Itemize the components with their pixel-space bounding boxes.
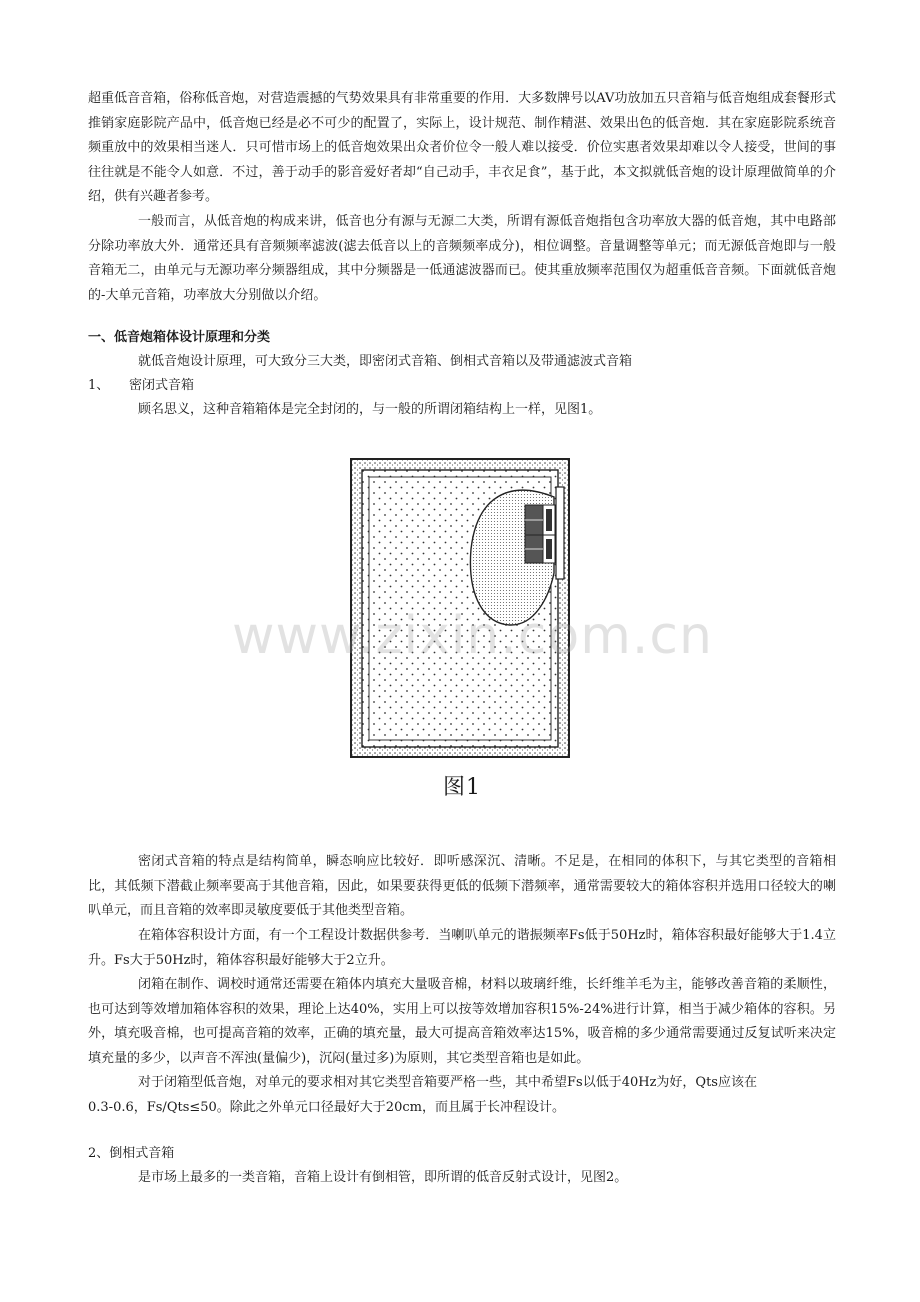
subsection-2-title: 2、倒相式音箱	[88, 1146, 175, 1161]
sealed-paragraph-4-line-1: 对于闭箱型低音炮，对单元的要求相对其它类型音箱要严格一些，其中希望Fs以低于40Hz为好，Qts应该在	[138, 1075, 757, 1090]
sealed-paragraph-1: 密闭式音箱的特点是结构简单，瞬态响应比较好．即听感深沉、清晰。不足是，在相同的体积下，与其它类型的音箱相比，其低频下潜截止频率要高于其他音箱，因此，如果要获得更低的低频下潜频率，通常需要较大的箱体容积并选用口径较大的喇叭单元，而且音箱的效率即灵敏度要低于其他类型音箱。	[88, 854, 836, 918]
intro-paragraph-1: 超重低音音箱，俗称低音炮，对营造震撼的气势效果具有非常重要的作用．大多数牌号以AV功放加五只音箱与低音炮组成套餐形式推销家庭影院产品中，低音炮已经是必不可少的配置了，实际上，设计规范、制作精湛、效果出色的低音炮．其在家庭影院系统音频重放中的效果相当迷人．只可惜市场上的低音炮效果出众者价位令一般人难以接受．价位实惠者效果却难以令人接受，世间的事往往就是不能令人如意．不过，善于动手的影音爱好者却“自己动手，丰衣足食”，基于此，本文拟就低音炮的设计原理做简单的介绍，供有兴趣者参考。	[88, 91, 836, 204]
subsection-2-description: 是市场上最多的一类音箱，音箱上设计有倒相管，即所谓的低音反射式设计，见图2。	[138, 1170, 628, 1185]
subsection-1-number: 1、	[88, 378, 110, 393]
sealed-paragraph-4-line-2: 0.3-0.6，Fs/Qts≤50。除此之外单元口径最好大于20cm，而且属于长冲程设计。	[88, 1100, 565, 1115]
section-heading: 一、低音炮箱体设计原理和分类	[88, 330, 271, 345]
subsection-1-description: 顾名思义，这种音箱箱体是完全封闭的，与一般的所谓闭箱结构上一样，见图1。	[138, 402, 602, 417]
subsection-1-title: 密闭式音箱	[129, 378, 195, 393]
watermark: www.zixin.com.cn	[232, 606, 713, 666]
sealed-paragraph-2: 在箱体容积设计方面，有一个工程设计数据供参考．当喇叭单元的谐振频率Fs低于50Hz时，箱体容积最好能够大于1.4立升。Fs大于50Hz时，箱体容积最好能够大于2立升。	[88, 928, 836, 968]
sealed-paragraph-3: 闭箱在制作、调校时通常还需要在箱体内填充大量吸音棉，材料以玻璃纤维，长纤维羊毛为主，能够改善音箱的柔顺性，也可达到等效增加箱体容积的效果，理论上达40%，实用上可以按等效增加容积15%-24%进行计算，相当于减少箱体的容积。另外，填充吸音棉，也可提高音箱的效率，正确的填充量，最大可提高音箱效率达15%，吸音棉的多少通常需要通过反复试听来决定填充量的多少，以声音不浑浊(量偏少)，沉闷(量过多)为原则，其它类型音箱也是如此。	[88, 977, 836, 1066]
section-intro: 就低音炮设计原理，可大致分三大类，即密闭式音箱、倒相式音箱以及带通滤波式音箱	[138, 354, 633, 369]
sealed-enclosure-diagram	[349, 457, 571, 759]
figure-1-caption: 图1	[443, 775, 481, 800]
intro-paragraph-2: 一般而言，从低音炮的构成来讲，低音也分有源与无源二大类，所谓有源低音炮指包含功率放大器的低音炮，其中电路部分除功率放大外．通常还具有音频频率滤波(滤去低音以上的音频频率成分)，相位调整。音量调整等单元；而无源低音炮即与一般音箱无二，由单元与无源功率分频器组成，其中分频器是一低通滤波器而已。使其重放频率范围仅为超重低音音频。下面就低音炮的-大单元音箱，功率放大分别做以介绍。	[88, 214, 836, 303]
